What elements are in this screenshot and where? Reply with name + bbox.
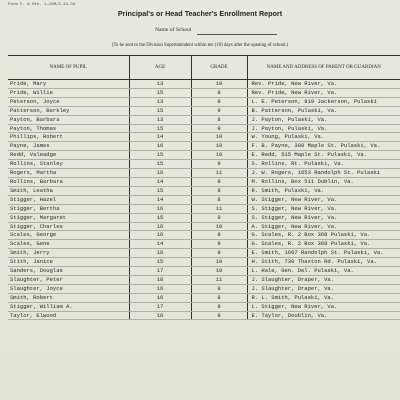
grade-cell: 10: [191, 258, 247, 267]
pupil-name-cell: Pride, Willie: [8, 88, 129, 97]
age-cell: 15: [129, 124, 191, 133]
parent-guardian-cell: G. Scales, R. 2 Box 368 Pulaski, Va.: [247, 240, 400, 249]
age-cell: 16: [129, 311, 191, 320]
parent-guardian-cell: E. Smith, 1607 Randolph St. Pulaski, Va.: [247, 249, 400, 258]
age-cell: 13: [129, 115, 191, 124]
grade-cell: 11: [191, 275, 247, 284]
table-row: [8, 186, 400, 195]
table-row: [8, 284, 400, 293]
age-cell: 15: [129, 106, 191, 115]
parent-guardian-cell: B. Patterson, Pulaski, Va.: [247, 106, 400, 115]
age-cell: 16: [129, 222, 191, 231]
parent-guardian-cell: L. Hale, Gen. Del. Pulaski, Va.: [247, 267, 400, 276]
age-cell: 15: [129, 88, 191, 97]
instruction-text: (To be sent to the Division Superintendent within ten (10) days after the opening of school.): [111, 43, 289, 48]
grade-cell: 8: [191, 311, 247, 320]
report-title: Principal's or Head Teacher's Enrollment Report: [117, 9, 283, 18]
table-row: [8, 115, 400, 124]
grade-cell: 8: [191, 97, 247, 106]
age-cell: 16: [129, 204, 191, 213]
table-row: [8, 275, 400, 284]
table-row: [8, 177, 400, 186]
grade-cell: 11: [191, 204, 247, 213]
grade-cell: 10: [191, 142, 247, 151]
grade-cell: 9: [191, 249, 247, 258]
parent-guardian-cell: A. Stigger, New River, Va.: [247, 222, 400, 231]
pupil-name-cell: Payton, Barbara: [8, 115, 129, 124]
table-row: [8, 293, 400, 302]
parent-guardian-cell: R. L. Smith, Pulaski, Va.: [247, 293, 400, 302]
table-header-row: [8, 56, 400, 80]
age-cell: 15: [129, 258, 191, 267]
pupil-name-cell: Smith, Leatha: [8, 186, 129, 195]
grade-cell: 8: [191, 88, 247, 97]
pupil-name-cell: Smith, Robert: [8, 293, 129, 302]
grade-cell: 8: [191, 231, 247, 240]
parent-guardian-cell: Rev. Pride, New River, Va.: [247, 80, 400, 89]
table-row: [8, 133, 400, 142]
pupil-name-cell: Payton, Thomas: [8, 124, 129, 133]
age-cell: 15: [129, 160, 191, 169]
pupil-name-cell: Stigger, Bertha: [8, 204, 129, 213]
parent-guardian-cell: L. Stigger, New River, Va.: [247, 302, 400, 311]
grade-cell: 8: [191, 115, 247, 124]
table-row: [8, 249, 400, 258]
table-row: [8, 97, 400, 106]
parent-guardian-cell: M. Rollins, Box 511 Dublin, Va.: [247, 177, 400, 186]
parent-guardian-cell: J. Payton, Pulaski, Va.: [247, 124, 400, 133]
table-row: [8, 195, 400, 204]
age-cell: 16: [129, 231, 191, 240]
age-cell: 13: [129, 97, 191, 106]
pupil-name-cell: Stigger, Hazel: [8, 195, 129, 204]
parent-guardian-cell: E. Redd, 515 Maple St. Pulaski, Va.: [247, 151, 400, 160]
grade-cell: 8: [191, 284, 247, 293]
pupil-name-cell: Stigger, Charles: [8, 222, 129, 231]
table-row: [8, 240, 400, 249]
pupil-name-cell: Rollins, Barbara: [8, 177, 129, 186]
pupil-name-cell: Sanders, Douglas: [8, 267, 129, 276]
parent-guardian-cell: Rev. Pride, New River, Va.: [247, 88, 400, 97]
pupil-name-cell: Stigger, Margaret: [8, 213, 129, 222]
table-row: [8, 88, 400, 97]
table-row: [8, 80, 400, 89]
parent-guardian-cell: S. Rollins, Rt. Pulaski, Va.: [247, 160, 400, 169]
pupil-name-cell: Redd, Valeadge: [8, 151, 129, 160]
form-code: Form C. & Oth. 1—15M—5-24-34: [8, 3, 76, 7]
parent-guardian-cell: W. Stigger, New River, Va.: [247, 195, 400, 204]
age-cell: 14: [129, 177, 191, 186]
parent-guardian-cell: W. Young, Pulaski, Va.: [247, 133, 400, 142]
pupil-name-cell: Slaughter, Joyce: [8, 284, 129, 293]
age-cell: 16: [129, 284, 191, 293]
parent-guardian-cell: F. B. Payne, 308 Maple St. Pulaski, Va.: [247, 142, 400, 151]
grade-cell: 9: [191, 213, 247, 222]
age-cell: 17: [129, 267, 191, 276]
table-row: [8, 106, 400, 115]
table-row: [8, 142, 400, 151]
age-cell: 16: [129, 169, 191, 178]
age-cell: 14: [129, 240, 191, 249]
age-cell: 16: [129, 249, 191, 258]
pupil-name-cell: Scales, Gene: [8, 240, 129, 249]
table-row: [8, 311, 400, 320]
age-cell: 15: [129, 186, 191, 195]
table-row: [8, 231, 400, 240]
age-cell: 17: [129, 302, 191, 311]
pupil-name-cell: Taylor, Elwood: [8, 311, 129, 320]
pupil-name-cell: Slaughter, Peter: [8, 275, 129, 284]
table-row: [8, 222, 400, 231]
pupil-name-cell: Scales, George: [8, 231, 129, 240]
table-row: [8, 160, 400, 169]
age-cell: 15: [129, 213, 191, 222]
header-age: AGE: [129, 56, 191, 80]
school-name-label: Name of School: [155, 27, 192, 33]
header-parent-guardian: NAME AND ADDRESS OF PARENT OR GUARDIAN: [247, 56, 400, 80]
parent-guardian-cell: S. Stigger, New River, Va.: [247, 213, 400, 222]
grade-cell: 10: [191, 267, 247, 276]
grade-cell: 9: [191, 240, 247, 249]
parent-guardian-cell: J. W. Rogers, 1653 Randolph St. Pulaski: [247, 169, 400, 178]
age-cell: 16: [129, 142, 191, 151]
grade-cell: 10: [191, 133, 247, 142]
parent-guardian-cell: J. Slaughter, Draper, Va.: [247, 275, 400, 284]
table-row: [8, 204, 400, 213]
grade-cell: 11: [191, 169, 247, 178]
pupil-name-cell: Rollins, Stanley: [8, 160, 129, 169]
grade-cell: 9: [191, 124, 247, 133]
parent-guardian-cell: R. Smith, Pulaski, Va.: [247, 186, 400, 195]
table-row: [8, 213, 400, 222]
grade-cell: 8: [191, 302, 247, 311]
grade-cell: 10: [191, 151, 247, 160]
table-row: [8, 258, 400, 267]
pupil-name-cell: Phillips, Robert: [8, 133, 129, 142]
grade-cell: 9: [191, 160, 247, 169]
age-cell: 15: [129, 151, 191, 160]
grade-cell: 9: [191, 106, 247, 115]
table-row: [8, 302, 400, 311]
grade-cell: 10: [191, 222, 247, 231]
parent-guardian-cell: H. Stith, 730 Thaxton Rd. Pulaski, Va.: [247, 258, 400, 267]
grade-cell: 8: [191, 186, 247, 195]
grade-cell: 8: [191, 195, 247, 204]
enrollment-table: [8, 55, 400, 320]
parent-guardian-cell: J. Payton, Pulaski, Va.: [247, 115, 400, 124]
age-cell: 16: [129, 293, 191, 302]
age-cell: 14: [129, 133, 191, 142]
parent-guardian-cell: G. Scales, R. 2 Box 368 Pulaski, Va.: [247, 231, 400, 240]
grade-cell: 8: [191, 177, 247, 186]
pupil-name-cell: Stith, Janice: [8, 258, 129, 267]
pupil-name-cell: Peterson, Joyce: [8, 97, 129, 106]
pupil-name-cell: Smith, Jerry: [8, 249, 129, 258]
header-name-of-pupil: NAME OF PUPIL: [8, 56, 129, 80]
table-row: [8, 124, 400, 133]
table-row: [8, 151, 400, 160]
parent-guardian-cell: L. E. Peterson, 919 Jackerson, Pulaski: [247, 97, 400, 106]
school-name-field-line: [197, 34, 277, 35]
table-row: [8, 169, 400, 178]
parent-guardian-cell: J. Slaughter, Draper, Va.: [247, 284, 400, 293]
pupil-name-cell: Stigger, William A.: [8, 302, 129, 311]
pupil-name-cell: Payne, James: [8, 142, 129, 151]
parent-guardian-cell: S. Stigger, New River, Va.: [247, 204, 400, 213]
age-cell: 14: [129, 195, 191, 204]
grade-cell: 10: [191, 80, 247, 89]
pupil-name-cell: Rogers, Martha: [8, 169, 129, 178]
pupil-name-cell: Pride, Mary: [8, 80, 129, 89]
table-row: [8, 267, 400, 276]
parent-guardian-cell: E. Taylor, Doublin, Va.: [247, 311, 400, 320]
pupil-name-cell: Patterson, Berkley: [8, 106, 129, 115]
grade-cell: 8: [191, 293, 247, 302]
header-grade: GRADE: [191, 56, 247, 80]
age-cell: 13: [129, 80, 191, 89]
age-cell: 18: [129, 275, 191, 284]
